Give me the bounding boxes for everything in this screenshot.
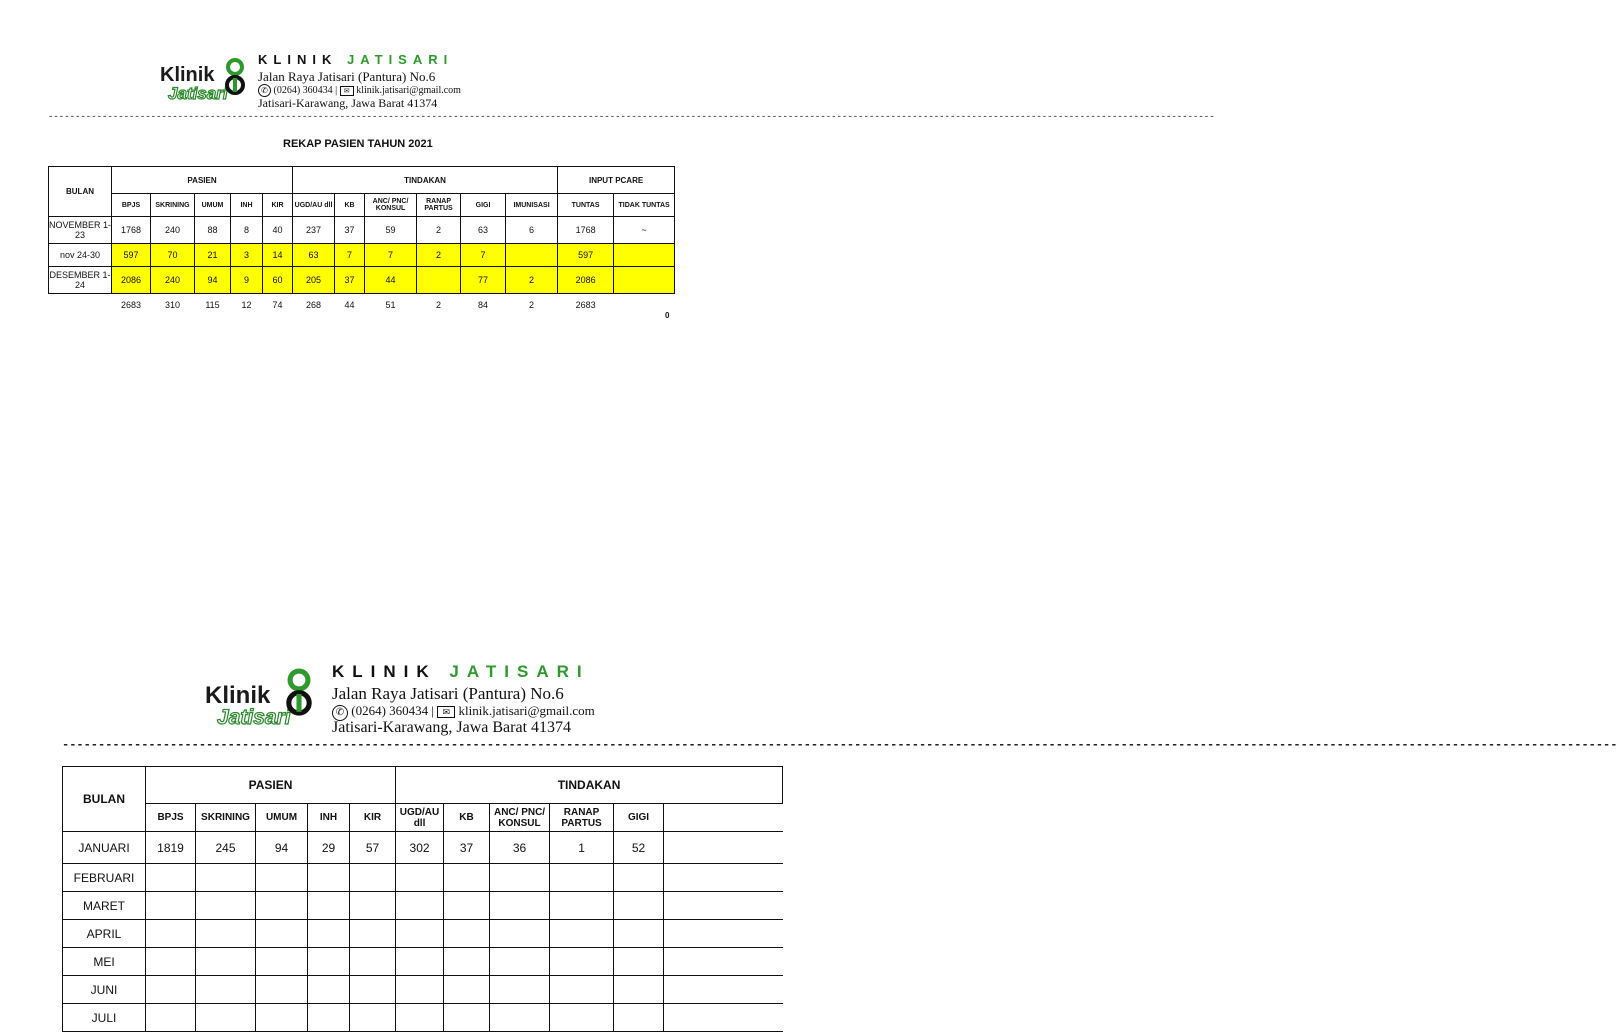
divider-line: ------------------------------------------------------------------------------------------------------------------------------------------------------------------------------------------------------------------------	[62, 738, 1617, 752]
col-header: BPJS	[112, 194, 151, 217]
clinic-name: KLINIK JATISARI	[258, 52, 454, 67]
cell	[490, 1004, 550, 1032]
cell	[490, 892, 550, 920]
col-header: BPJS	[146, 804, 196, 832]
col-header: TIDAK TUNTAS	[614, 194, 675, 217]
cell	[614, 948, 664, 976]
cell-empty	[664, 1004, 783, 1032]
clinic-name: KLINIK JATISARI	[332, 662, 590, 681]
col-header: UGD/AU dll	[396, 804, 444, 832]
cell: 37	[444, 832, 490, 864]
row-bulan: nov 24-30	[49, 244, 112, 267]
cell	[146, 892, 196, 920]
header-tindakan: TINDAKAN	[396, 767, 783, 804]
cell	[490, 948, 550, 976]
cell: 88	[195, 217, 231, 244]
cell	[256, 1004, 308, 1032]
cell	[396, 1004, 444, 1032]
cell: 1819	[146, 832, 196, 864]
table-row	[49, 244, 675, 267]
col-header: INH	[308, 804, 350, 832]
row-bulan: FEBRUARI	[63, 864, 146, 892]
cell	[196, 976, 256, 1004]
cell: 237	[293, 217, 335, 244]
recap-table	[48, 166, 675, 316]
cell	[444, 892, 490, 920]
email-icon: ✉	[437, 706, 455, 718]
cell	[308, 920, 350, 948]
cell: 2	[506, 267, 558, 294]
cell	[146, 920, 196, 948]
header-input-pcare: INPUT PCARE	[558, 167, 675, 194]
cell: 245	[196, 832, 256, 864]
total-cell: 268	[306, 300, 322, 310]
totals-row	[49, 294, 675, 317]
cell: 7	[461, 244, 506, 267]
col-header: TUNTAS	[558, 194, 614, 217]
total-cell: 310	[164, 300, 181, 310]
cell: 59	[365, 217, 417, 244]
report-title: REKAP PASIEN TAHUN 2021	[283, 138, 433, 150]
logo-word-klinik: Klinik	[205, 682, 271, 709]
cell	[550, 892, 614, 920]
col-header: UMUM	[256, 804, 308, 832]
cell	[614, 244, 675, 267]
cell	[550, 948, 614, 976]
cell-empty	[664, 832, 783, 864]
cell: 21	[195, 244, 231, 267]
total-cell: 74	[272, 300, 283, 310]
cell	[396, 948, 444, 976]
cell: 6	[506, 217, 558, 244]
cell	[614, 976, 664, 1004]
address-line-1: Jalan Raya Jatisari (Pantura) No.6	[258, 69, 436, 84]
cell: 2	[417, 217, 461, 244]
cell	[308, 864, 350, 892]
cell: 52	[614, 832, 664, 864]
cell: 2086	[112, 267, 151, 294]
cell: 14	[263, 244, 293, 267]
row-bulan: NOVEMBER 1-23	[49, 217, 112, 244]
cell-empty	[664, 920, 783, 948]
col-header: UGD/AU dll	[293, 194, 335, 217]
table-group-header	[49, 167, 675, 194]
cell	[196, 892, 256, 920]
table-row	[63, 920, 783, 948]
total-cell: 84	[478, 300, 489, 310]
cell	[396, 864, 444, 892]
cell: 29	[308, 832, 350, 864]
col-header: ANC/ PNC/ KONSUL	[365, 194, 417, 217]
contact-line: ✆ (0264) 360434 | ✉ klinik.jatisari@gmail.com	[258, 84, 461, 97]
cell	[350, 864, 396, 892]
col-header: SKRINING	[151, 194, 195, 217]
col-header: IMUNISASI	[506, 194, 558, 217]
row-bulan: MEI	[63, 948, 146, 976]
clinic-logo	[160, 58, 252, 108]
logo-mark-icon	[285, 668, 313, 720]
email-icon: ✉	[340, 86, 354, 96]
cell	[196, 864, 256, 892]
cell: 597	[112, 244, 151, 267]
cell	[350, 948, 396, 976]
cell	[396, 976, 444, 1004]
col-header: GIGI	[614, 804, 664, 832]
cell: ~	[614, 217, 675, 244]
cell	[614, 892, 664, 920]
cell: 3	[231, 244, 263, 267]
cell	[196, 1004, 256, 1032]
cell-empty	[664, 948, 783, 976]
cell: 2086	[558, 267, 614, 294]
cell	[506, 244, 558, 267]
total-cell: 2683	[120, 300, 142, 310]
row-bulan: JULI	[63, 1004, 146, 1032]
cell: 1768	[558, 217, 614, 244]
total-cell: 2683	[575, 300, 596, 310]
table-row	[63, 948, 783, 976]
header-bulan: BULAN	[63, 767, 146, 832]
phone-icon: ✆	[258, 84, 271, 97]
totals-extra: 0	[665, 311, 670, 320]
totals-label-cell	[49, 294, 112, 317]
cell: 37	[335, 267, 365, 294]
cell	[308, 948, 350, 976]
cell	[146, 864, 196, 892]
address-line-1: Jalan Raya Jatisari (Pantura) No.6	[332, 684, 564, 703]
col-header: RANAP PARTUS	[550, 804, 614, 832]
col-header: SKRINING	[196, 804, 256, 832]
cell-empty	[664, 864, 783, 892]
col-header: ANC/ PNC/ KONSUL	[490, 804, 550, 832]
cell: 60	[263, 267, 293, 294]
cell	[444, 976, 490, 1004]
cell: 302	[396, 832, 444, 864]
cell: 70	[151, 244, 195, 267]
cell	[350, 892, 396, 920]
cell: 1	[550, 832, 614, 864]
col-header: KB	[335, 194, 365, 217]
clinic-logo	[205, 668, 330, 730]
divider-line: ------------------------------------------------------------------------------------------------------------------------------------------------------------------------------------------------------------------------	[48, 112, 1215, 122]
cell: 597	[558, 244, 614, 267]
total-cell: 115	[205, 300, 220, 310]
cell	[614, 864, 664, 892]
cell	[396, 920, 444, 948]
cell: 240	[151, 267, 195, 294]
total-cell: 44	[344, 300, 355, 310]
cell: 36	[490, 832, 550, 864]
cell	[444, 948, 490, 976]
cell	[256, 976, 308, 1004]
address-line-2: Jatisari-Karawang, Jawa Barat 41374	[332, 719, 572, 736]
table-row	[63, 832, 783, 864]
cell	[350, 920, 396, 948]
table-row	[63, 892, 783, 920]
row-bulan: APRIL	[63, 920, 146, 948]
table-row	[63, 1004, 783, 1032]
cell	[444, 864, 490, 892]
col-header: KIR	[263, 194, 293, 217]
contact-line: ✆ (0264) 360434 | ✉ klinik.jatisari@gmail.com	[332, 703, 595, 721]
cell	[256, 892, 308, 920]
header-bulan: BULAN	[49, 167, 112, 217]
logo-mark-icon	[224, 58, 246, 98]
col-header: KB	[444, 804, 490, 832]
cell: 77	[461, 267, 506, 294]
cell	[417, 267, 461, 294]
cell: 240	[151, 217, 195, 244]
cell	[196, 948, 256, 976]
header-pasien: PASIEN	[146, 767, 396, 804]
logo-word-jatisari: Jatisari	[168, 84, 228, 103]
row-bulan: DESEMBER 1-24	[49, 267, 112, 294]
col-header: RANAP PARTUS	[417, 194, 461, 217]
cell	[146, 1004, 196, 1032]
cell: 7	[365, 244, 417, 267]
cell: 1768	[112, 217, 151, 244]
total-cell: 2	[529, 300, 535, 310]
table-group-header	[63, 767, 783, 804]
total-cell: 2	[436, 300, 442, 310]
cell	[614, 920, 664, 948]
cell: 2	[417, 244, 461, 267]
header-pasien: PASIEN	[112, 167, 293, 194]
phone-icon: ✆	[332, 705, 348, 721]
cell	[550, 920, 614, 948]
logo-word-jatisari: Jatisari	[217, 706, 291, 729]
header-tindakan: TINDAKAN	[293, 167, 558, 194]
col-header: INH	[231, 194, 263, 217]
cell	[614, 1004, 664, 1032]
cell: 8	[231, 217, 263, 244]
address-line-2: Jatisari-Karawang, Jawa Barat 41374	[258, 96, 438, 110]
cell	[614, 267, 675, 294]
cell	[550, 976, 614, 1004]
cell: 63	[293, 244, 335, 267]
logo-word-klinik: Klinik	[160, 64, 215, 86]
table-row	[63, 976, 783, 1004]
col-header: GIGI	[461, 194, 506, 217]
col-header: KIR	[350, 804, 396, 832]
cell	[146, 976, 196, 1004]
col-header-empty	[664, 804, 783, 832]
table-column-header	[63, 804, 783, 832]
cell	[490, 864, 550, 892]
cell: 44	[365, 267, 417, 294]
cell: 205	[293, 267, 335, 294]
cell	[256, 948, 308, 976]
cell	[550, 1004, 614, 1032]
cell: 37	[335, 217, 365, 244]
cell	[550, 864, 614, 892]
col-header: UMUM	[195, 194, 231, 217]
cell	[196, 920, 256, 948]
table-row	[49, 217, 675, 244]
cell: 94	[256, 832, 308, 864]
cell	[308, 1004, 350, 1032]
cell	[490, 976, 550, 1004]
row-bulan: MARET	[63, 892, 146, 920]
cell	[256, 920, 308, 948]
cell: 7	[335, 244, 365, 267]
cell	[444, 1004, 490, 1032]
cell	[350, 1004, 396, 1032]
total-cell: 51	[385, 300, 396, 310]
row-bulan: JANUARI	[63, 832, 146, 864]
cell: 57	[350, 832, 396, 864]
cell	[490, 920, 550, 948]
table-row	[49, 267, 675, 294]
cell	[256, 864, 308, 892]
cell	[396, 892, 444, 920]
total-cell: 12	[241, 300, 252, 310]
cell: 94	[195, 267, 231, 294]
cell	[308, 892, 350, 920]
cell	[146, 948, 196, 976]
cell: 9	[231, 267, 263, 294]
table-column-header	[49, 194, 675, 217]
table-row	[63, 864, 783, 892]
cell: 40	[263, 217, 293, 244]
cell-empty	[664, 892, 783, 920]
cell	[350, 976, 396, 1004]
cell-empty	[664, 976, 783, 1004]
cell: 63	[461, 217, 506, 244]
monthly-table	[62, 766, 783, 1032]
cell	[308, 976, 350, 1004]
row-bulan: JUNI	[63, 976, 146, 1004]
cell	[444, 920, 490, 948]
